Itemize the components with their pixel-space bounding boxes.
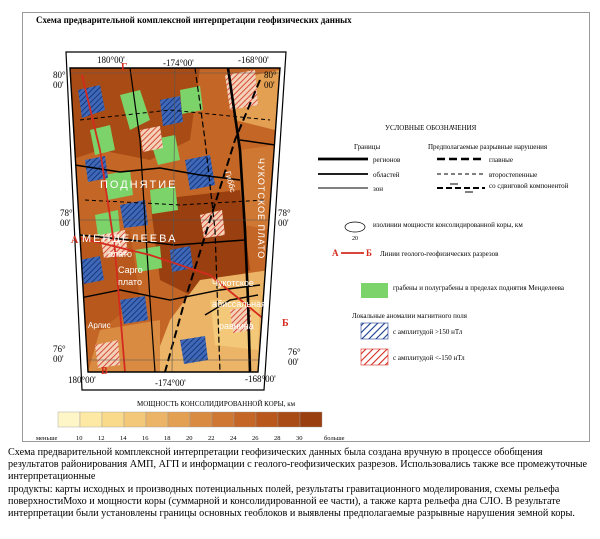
legend-graben-swatch <box>361 283 388 298</box>
scale-label: 18 <box>164 435 171 442</box>
scale-label: 30 <box>296 435 303 442</box>
scale-swatch <box>190 412 212 427</box>
scale-label: больше <box>324 435 345 442</box>
lat-label-left-3 <box>53 344 66 364</box>
lat-left-1-a: 80° <box>53 70 66 80</box>
legend-isoline-symbol <box>345 222 365 232</box>
label-sargo: Сарго <box>118 265 143 275</box>
legend-profile-label: Линии геолого-геофизических разрезов <box>380 250 499 258</box>
legend-graben-label: грабены и полуграбены в пределах поднятия Менделеева <box>393 284 565 292</box>
caption-paragraph-2: продукты: карты исходных и производных потенциальных полей, результаты гравитационного моделирования, схемы рельефа поверхностиМохо и мощности коры (суммарной и консолидированной ее части), а также карта рельефа дна СЛО. В результате интерпретации были установлены границы основных геоблоков и выявлены предполагаемые разрывные нарушения земной коры. <box>8 483 575 520</box>
legend-faults-title: Предполагаемые разрывные нарушения <box>428 143 548 151</box>
scale-swatch <box>80 412 102 427</box>
figure-caption <box>8 447 594 520</box>
map-body <box>60 60 290 380</box>
legend-boundaries-title: Границы <box>354 143 381 151</box>
profile-label-g: Г <box>121 62 128 73</box>
lat-label-right-2 <box>278 208 291 228</box>
scale-swatch <box>124 412 146 427</box>
lat-right-2-a: 78° <box>278 208 291 218</box>
lat-right-3-a: 76° <box>288 347 301 357</box>
legend-anomaly-pos-swatch <box>361 323 388 339</box>
lat-label-right-3 <box>288 347 301 367</box>
label-plato-1: плато <box>108 249 132 259</box>
scale-title: МОЩНОСТЬ КОНСОЛИДИРОВАННОЙ КОРЫ, км <box>137 400 296 408</box>
label-plato-2: плато <box>118 277 142 287</box>
legend-profile-b: Б <box>366 248 372 258</box>
lat-label-left-1 <box>53 70 66 90</box>
scale-swatch <box>300 412 322 427</box>
legend-heading: УСЛОВНЫЕ ОБОЗНАЧЕНИЯ <box>385 124 477 132</box>
scale-swatch <box>168 412 190 427</box>
scale-label: 26 <box>252 435 259 442</box>
legend-anomaly-pos: с амплитудой >150 нТл <box>393 328 463 336</box>
legend-fault-main: главные <box>489 156 513 164</box>
lon-label-bottom-2: -174°00' <box>155 378 186 388</box>
lon-label-bottom-1: 180°00' <box>68 375 96 385</box>
legend-fault-shear <box>489 182 569 190</box>
scale-swatch <box>234 412 256 427</box>
scale-label: 16 <box>142 435 149 442</box>
lon-label-top-3: -168°00' <box>238 55 269 65</box>
scale-label: 14 <box>120 435 127 442</box>
scale-label: 28 <box>274 435 281 442</box>
legend-anomaly-title: Локальные аномалии магнитного поля <box>352 312 468 320</box>
caption-paragraph-1: Схема предварительной комплексной интерпретации геофизических данных была создана вручную в процессе обобщения результатов районирования АМП, АГП и информации с геолого-геофизических разрезов. Использовались также все промежуточные интерпретационные <box>8 447 587 483</box>
lat-left-3-b: 00' <box>53 354 64 364</box>
lat-right-1-a: 80° <box>264 70 277 80</box>
lat-right-2-b: 00' <box>278 218 289 228</box>
scale-label: 24 <box>230 435 237 442</box>
lon-label-top-1: 180°00' <box>97 55 125 65</box>
label-arlis: Арлис <box>88 321 111 330</box>
lat-left-1-b: 00' <box>53 80 64 90</box>
scale-label: меньше <box>36 435 58 442</box>
legend-anomaly-neg: с амплитудой <-150 нТл <box>393 354 465 362</box>
profile-label-a: А <box>71 235 79 246</box>
label-mendeleeva: МЕНДЕЛЕЕВА <box>82 233 178 245</box>
thickness-scale <box>36 400 345 442</box>
legend-anomaly-neg-swatch <box>361 349 388 365</box>
legend-boundary-areas: областей <box>373 171 400 179</box>
lat-left-2-b: 00' <box>60 218 71 228</box>
legend <box>318 124 569 365</box>
lat-left-2-a: 78° <box>60 208 73 218</box>
scale-label: 10 <box>76 435 83 442</box>
lat-left-3-a: 76° <box>53 344 66 354</box>
lon-label-bottom-3: -168°00' <box>245 374 276 384</box>
legend-boundary-regions: регионов <box>373 156 401 164</box>
label-chukotskoe-plato: ЧУКОТСКОЕ ПЛАТО <box>256 158 266 260</box>
scale-swatch <box>212 412 234 427</box>
lat-label-left-2 <box>60 208 73 228</box>
legend-isoline-label: изолинии мощности консолидированной коры, км <box>373 221 523 229</box>
legend-fault-shear-line: со сдвиговой компонентой <box>489 182 569 190</box>
lat-right-1-b: 00' <box>264 80 275 90</box>
profile-label-b: Б <box>282 318 289 329</box>
legend-isoline-value: 20 <box>352 236 358 242</box>
legend-profile-a: А <box>332 248 339 258</box>
lat-right-3-b: 00' <box>288 357 299 367</box>
scale-label: 20 <box>186 435 193 442</box>
legend-fault-secondary: второстепенные <box>489 171 538 179</box>
scale-swatch <box>146 412 168 427</box>
scale-swatch <box>58 412 80 427</box>
label-podnyatie: ПОДНЯТИЕ <box>100 179 178 191</box>
label-gibbs: Гиббс <box>223 170 238 194</box>
figure-title: Схема предварительной комплексной интерпретации геофизических данных <box>36 15 352 25</box>
lon-label-top-2: -174°00' <box>163 58 194 68</box>
label-abissalnaya: абиссальная <box>212 299 266 309</box>
label-ravnina: равнина <box>219 321 254 331</box>
scale-swatch <box>256 412 278 427</box>
legend-boundary-zones: зон <box>373 185 383 193</box>
label-chukotskoe: Чукотское <box>212 278 254 288</box>
scale-label: 22 <box>208 435 215 442</box>
scale-swatch <box>102 412 124 427</box>
profile-label-v: В <box>101 366 108 377</box>
scale-label: 12 <box>98 435 105 442</box>
scale-swatch <box>278 412 300 427</box>
